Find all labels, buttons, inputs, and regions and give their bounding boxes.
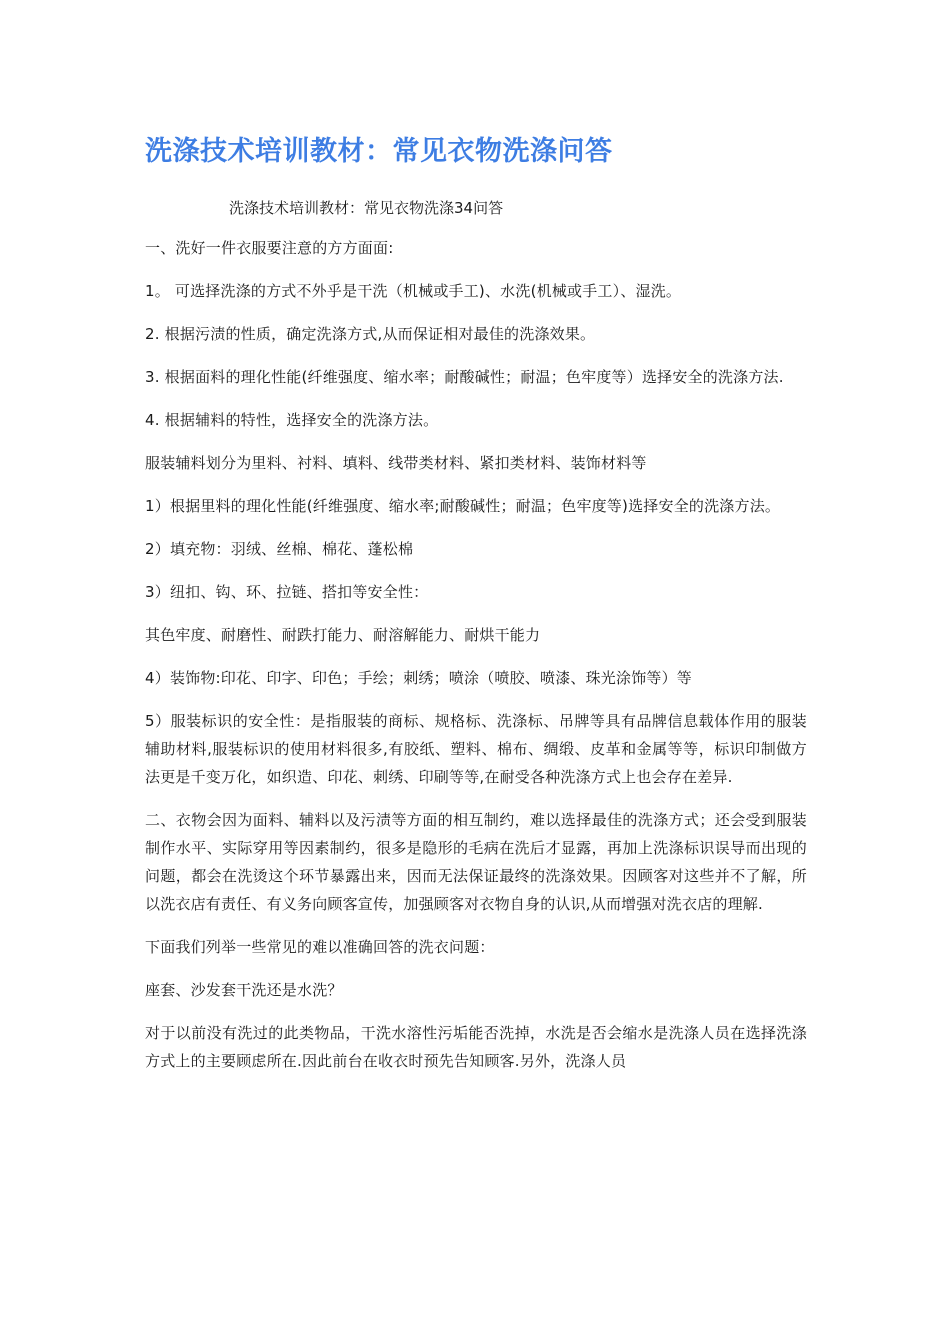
- paragraph-question-1: 座套、沙发套干洗还是水洗？: [145, 981, 343, 999]
- paragraph-sub-2: 2）填充物：羽绒、丝棉、棉花、蓬松棉: [145, 540, 414, 558]
- paragraph-intro-questions: 下面我们列举一些常见的难以准确回答的洗衣问题：: [145, 938, 495, 956]
- document-subtitle: 洗涤技术培训教材：常见衣物洗涤34问答: [229, 199, 504, 217]
- paragraph-item-1: 1。 可选择洗涤的方式不外乎是干洗（机械或手工)、水洗(机械或手工）、湿洗。: [145, 282, 682, 300]
- paragraph-sub-4: 4）装饰物:印花、印字、印色；手绘；刺绣；喷涂（喷胶、喷漆、珠光涂饰等）等: [145, 669, 693, 687]
- paragraph-sub-3: 3）纽扣、钩、环、拉链、搭扣等安全性：: [145, 583, 429, 601]
- paragraph-accessory-types: 服装辅料划分为里料、衬料、填料、线带类材料、紧扣类材料、装饰材料等: [145, 454, 647, 472]
- document-body: [145, 132, 807, 1090]
- paragraph-item-4: 4. 根据辅料的特性，选择安全的洗涤方法。: [145, 411, 439, 429]
- paragraph-sub-1: 1）根据里料的理化性能(纤维强度、缩水率;耐酸碱性；耐温；色牢度等)选择安全的洗涤方法。: [145, 497, 781, 515]
- paragraph-fastness: 其色牢度、耐磨性、耐跌打能力、耐溶解能力、耐烘干能力: [145, 626, 541, 644]
- document-title: 洗涤技术培训教材：常见衣物洗涤问答: [145, 136, 613, 167]
- paragraph-item-2: 2. 根据污渍的性质，确定洗涤方式,从而保证相对最佳的洗涤效果。: [145, 325, 596, 343]
- paragraph-section-1-heading: 一、洗好一件衣服要注意的方方面面:: [145, 239, 394, 257]
- paragraph-answer-1: 对于以前没有洗过的此类物品，干洗水溶性污垢能否洗掉，水洗是否会缩水是洗涤人员在选择洗涤方式上的主要顾虑所在.因此前台在收衣时预先告知顾客.另外，洗涤人员: [145, 1024, 807, 1070]
- paragraph-item-3: 3. 根据面料的理化性能(纤维强度、缩水率；耐酸碱性；耐温；色牢度等）选择安全的洗涤方法.: [145, 368, 784, 386]
- paragraph-section-2: 二、衣物会因为面料、辅料以及污渍等方面的相互制约，难以选择最佳的洗涤方式；还会受到服装制作水平、实际穿用等因素制约，很多是隐形的毛病在洗后才显露，再加上洗涤标识误导而出现的问题，都会在洗烫这个环节暴露出来，因而无法保证最终的洗涤效果。因顾客对这些并不了解，所以洗衣店有责任、有义务向顾客宣传，加强顾客对衣物自身的认识,从而增强对洗衣店的理解.: [145, 811, 807, 913]
- paragraph-sub-5: 5）服装标识的安全性：是指服装的商标、规格标、洗涤标、吊牌等具有品牌信息载体作用的服装辅助材料,服装标识的使用材料很多,有胶纸、塑料、棉布、绸缎、皮革和金属等等，标识印制做方法更是千变万化，如织造、印花、刺绣、印刷等等,在耐受各种洗涤方式上也会存在差异.: [145, 712, 807, 786]
